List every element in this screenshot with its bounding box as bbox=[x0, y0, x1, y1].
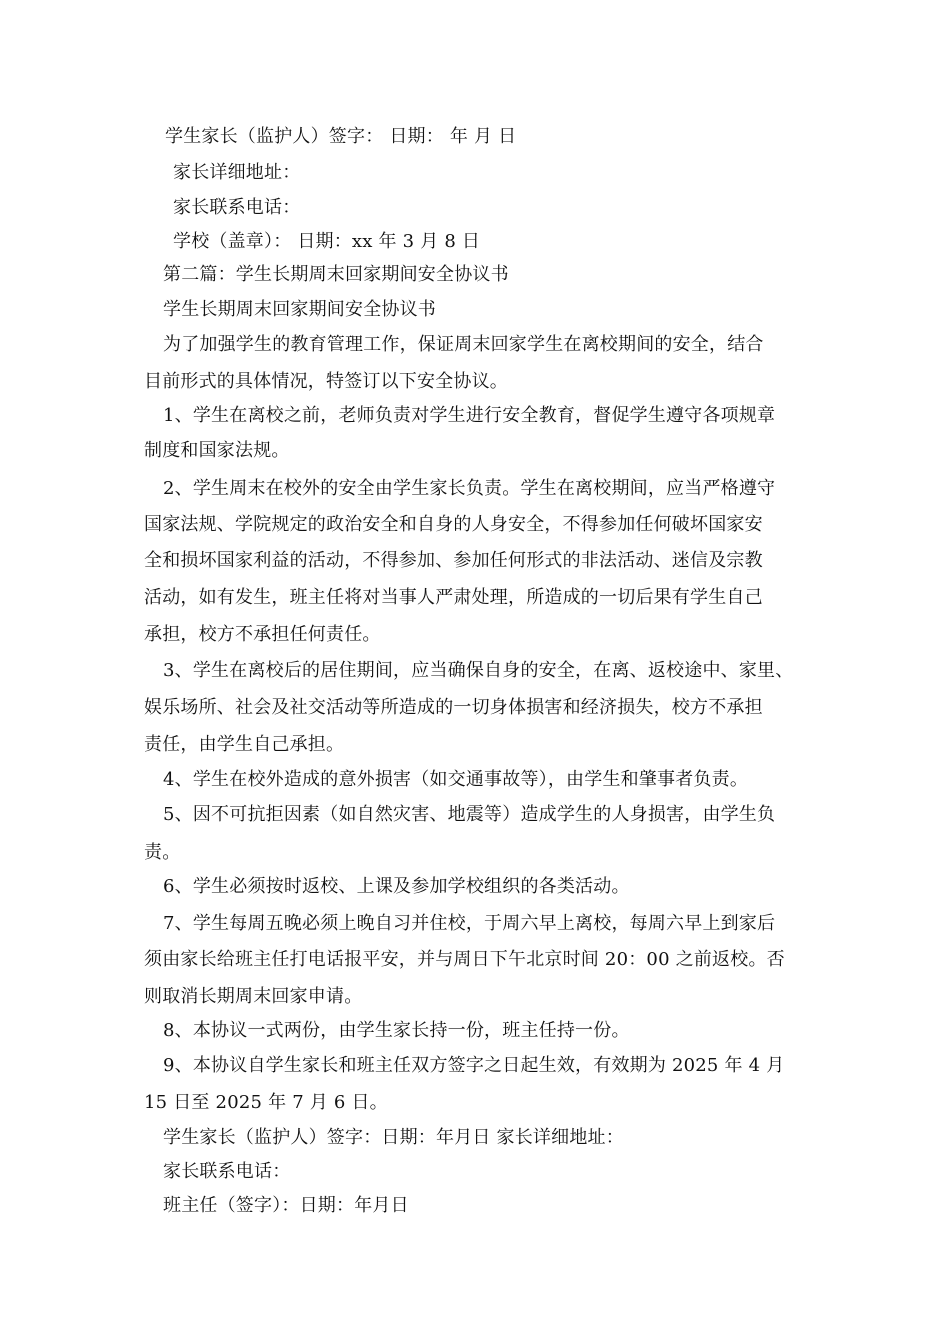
footer-signature-line: 学生家长（监护人）签字：日期：年月日 家长详细地址： bbox=[163, 1127, 624, 1148]
item-2-line-3: 全和损坏国家利益的活动，不得参加、参加任何形式的非法活动、迷信及宗教 bbox=[144, 550, 763, 571]
item-7-line-3: 则取消长期周末回家申请。 bbox=[144, 986, 363, 1007]
header-address-line: 家长详细地址： bbox=[173, 162, 301, 183]
agreement-title: 学生长期周末回家期间安全协议书 bbox=[163, 299, 436, 320]
item-7-line-1: 7、学生每周五晚必须上晚自习并住校，于周六早上离校，每周六早上到家后 bbox=[163, 913, 776, 934]
item-3-line-2: 娱乐场所、社会及社交活动等所造成的一切身体损害和经济损失，校方不承担 bbox=[144, 697, 763, 718]
item-3-line-1: 3、学生在离校后的居住期间，应当确保自身的安全，在离、返校途中、家里、 bbox=[163, 660, 794, 681]
item-9-line-1: 9、本协议自学生家长和班主任双方签字之日起生效，有效期为 2025 年 4 月 bbox=[163, 1055, 785, 1076]
item-1-line-1: 1、学生在离校之前，老师负责对学生进行安全教育，督促学生遵守各项规章 bbox=[163, 405, 776, 426]
item-5-line-2: 责。 bbox=[144, 842, 181, 863]
section-heading: 第二篇：学生长期周末回家期间安全协议书 bbox=[163, 264, 509, 285]
item-2-line-4: 活动，如有发生，班主任将对当事人严肃处理，所造成的一切后果有学生自己 bbox=[144, 587, 763, 608]
intro-line-2: 目前形式的具体情况，特签订以下安全协议。 bbox=[144, 371, 508, 392]
item-5-line-1: 5、因不可抗拒因素（如自然灾害、地震等）造成学生的人身损害，由学生负 bbox=[163, 804, 776, 825]
item-1-line-2: 制度和国家法规。 bbox=[144, 440, 290, 461]
item-3-line-3: 责任，由学生自己承担。 bbox=[144, 734, 345, 755]
header-phone-line: 家长联系电话： bbox=[173, 197, 301, 218]
header-school-seal-line: 学校（盖章）： 日期：xx 年 3 月 8 日 bbox=[173, 231, 481, 252]
intro-line-1: 为了加强学生的教育管理工作，保证周末回家学生在离校期间的安全，结合 bbox=[163, 334, 764, 355]
item-7-line-2: 须由家长给班主任打电话报平安，并与周日下午北京时间 20：00 之前返校。否 bbox=[144, 949, 785, 970]
footer-teacher-line: 班主任（签字）：日期：年月日 bbox=[163, 1195, 409, 1216]
item-9-line-2: 15 日至 2025 年 7 月 6 日。 bbox=[144, 1092, 388, 1113]
item-8-line-1: 8、本协议一式两份，由学生家长持一份，班主任持一份。 bbox=[163, 1020, 630, 1041]
footer-phone-line: 家长联系电话： bbox=[163, 1161, 291, 1182]
header-signature-line: 学生家长（监护人）签字： 日期： 年 月 日 bbox=[165, 126, 517, 147]
item-4-line-1: 4、学生在校外造成的意外损害（如交通事故等），由学生和肇事者负责。 bbox=[163, 769, 749, 790]
item-2-line-2: 国家法规、学院规定的政治安全和自身的人身安全，不得参加任何破坏国家安 bbox=[144, 514, 763, 535]
item-2-line-1: 2、学生周末在校外的安全由学生家长负责。学生在离校期间，应当严格遵守 bbox=[163, 478, 776, 499]
item-2-line-5: 承担，校方不承担任何责任。 bbox=[144, 624, 381, 645]
item-6-line-1: 6、学生必须按时返校、上课及参加学校组织的各类活动。 bbox=[163, 876, 630, 897]
